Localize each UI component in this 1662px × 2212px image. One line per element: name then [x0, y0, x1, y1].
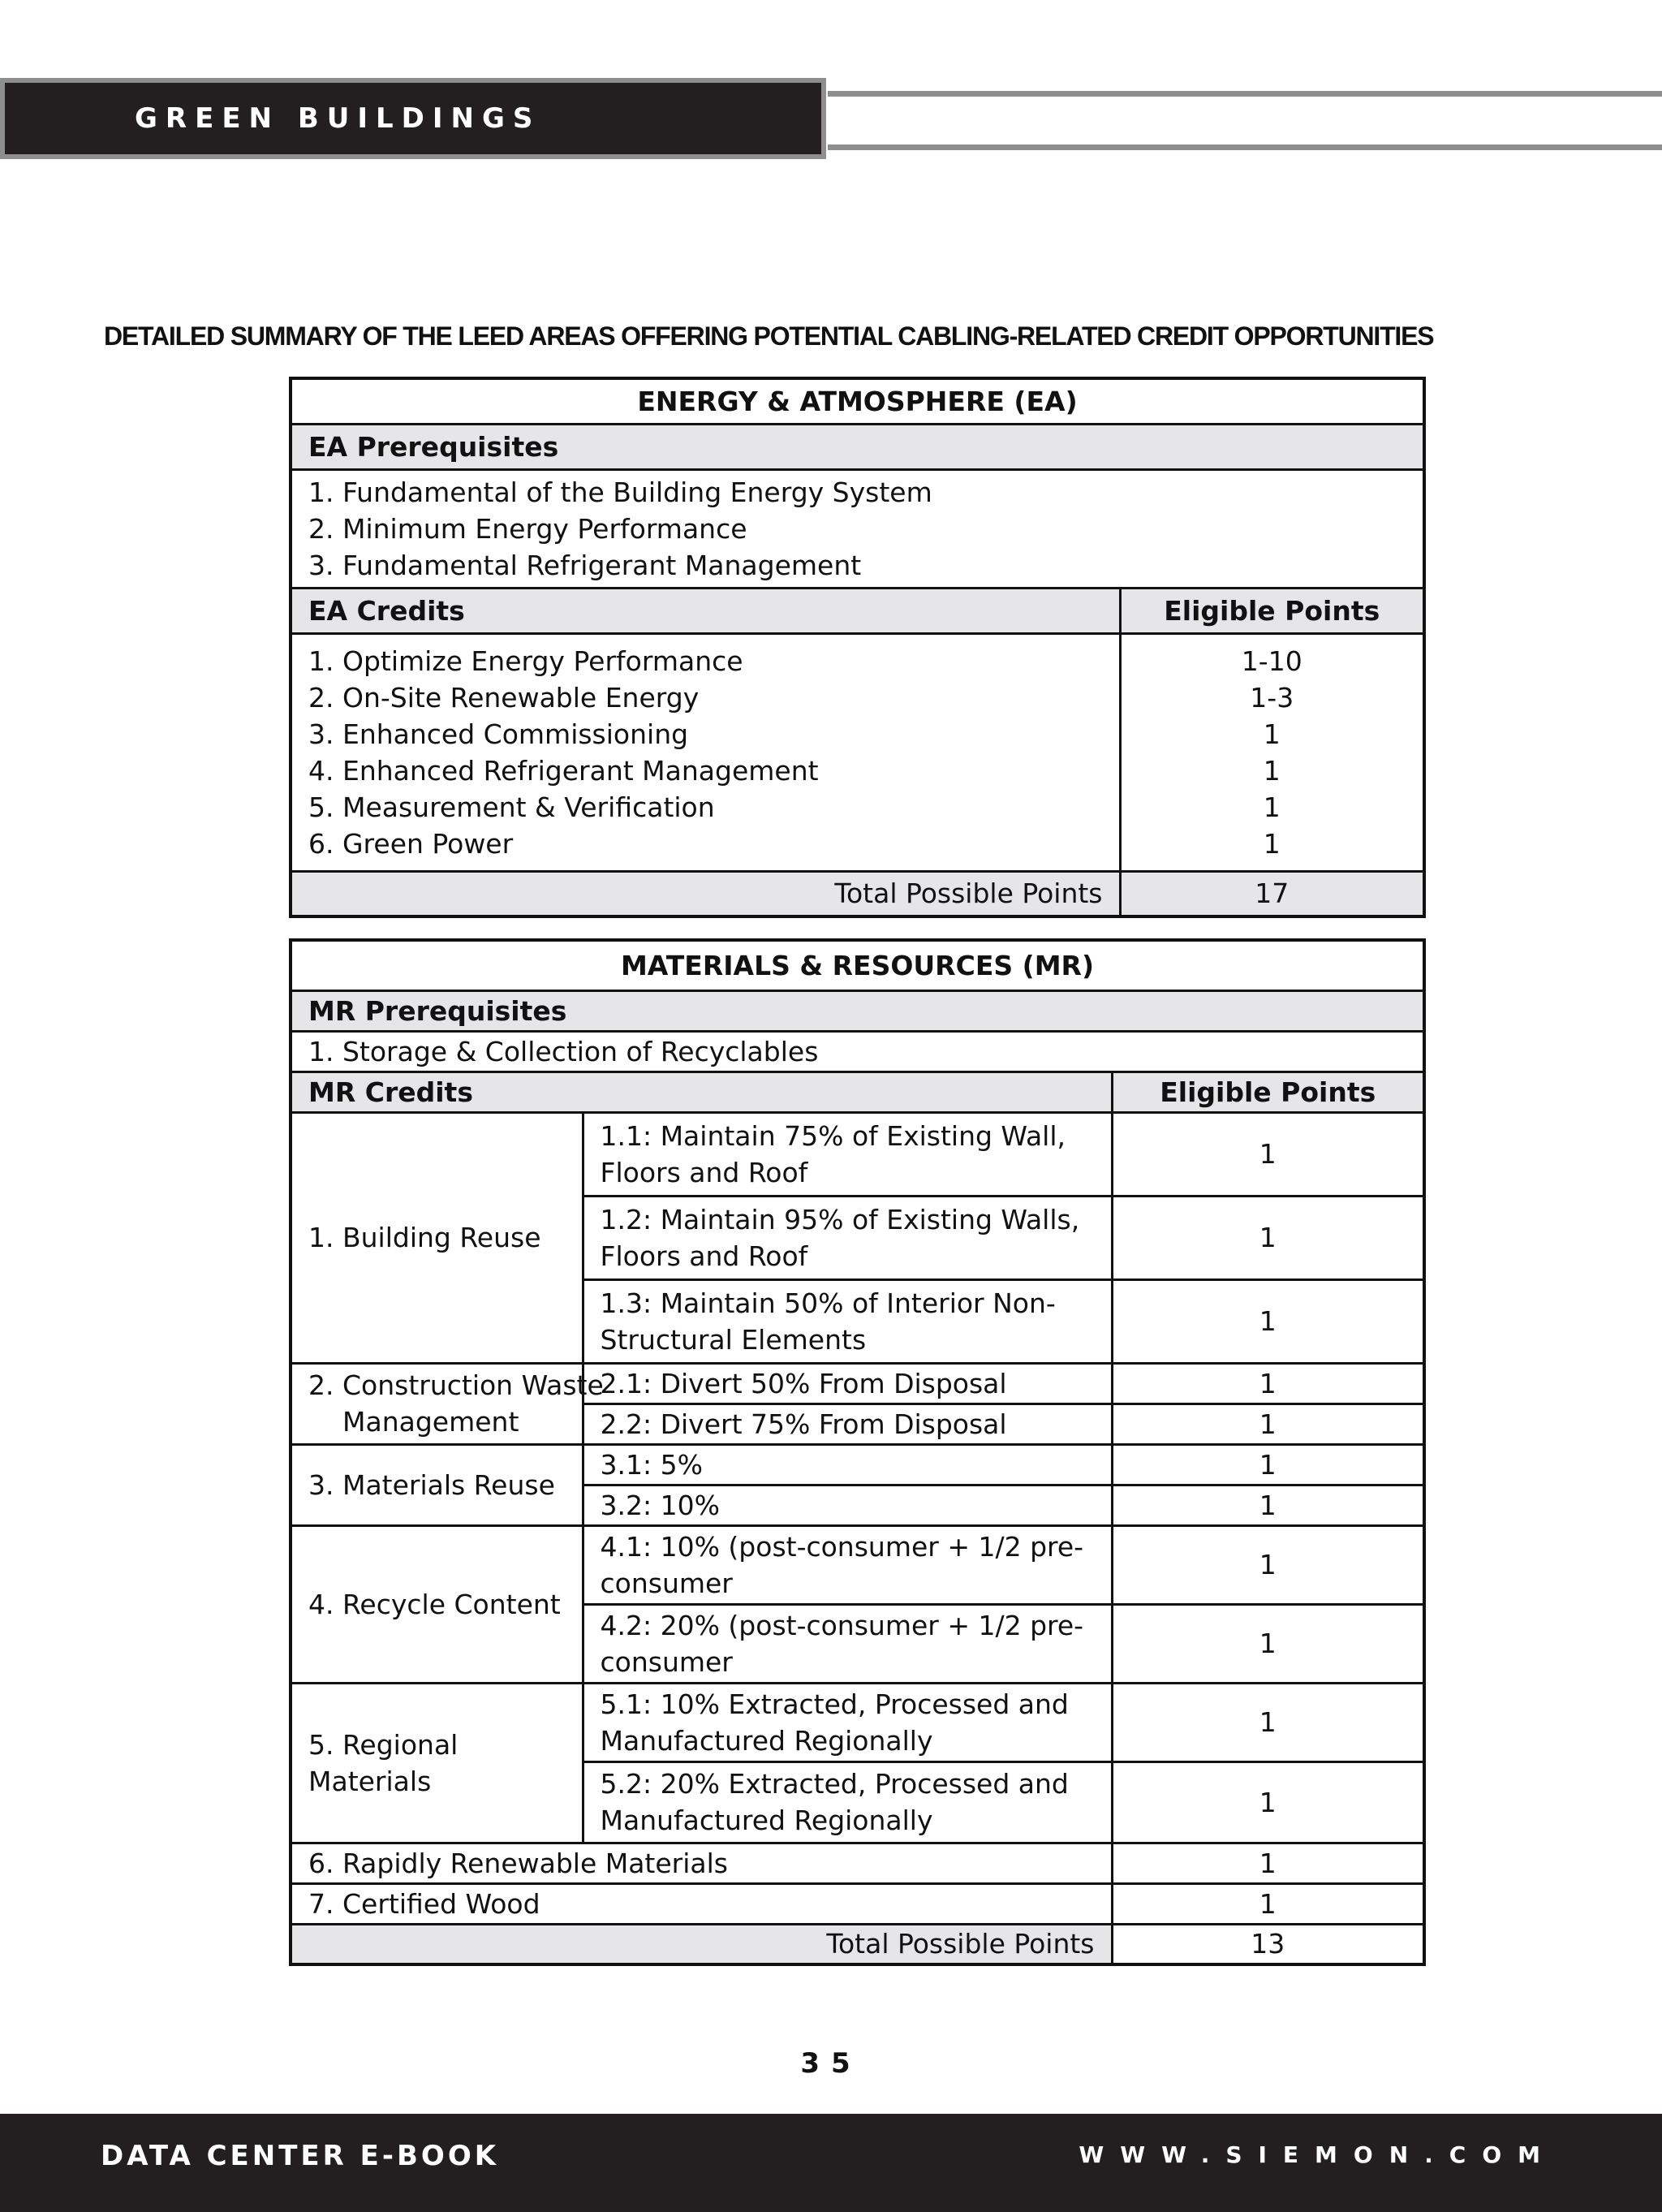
points-value: 1 [1263, 754, 1281, 787]
mr-table [289, 938, 1426, 1966]
points-value: 1 [1112, 1761, 1424, 1843]
mr-prereq-header-row [291, 990, 1424, 1031]
points-value: 1 [1112, 1112, 1424, 1196]
points-value: 1 [1112, 1883, 1424, 1924]
sub-credit: 3.2: 10% [583, 1485, 1112, 1525]
ea-prereq-header: EA Prerequisites [291, 424, 1424, 469]
mr-points-header: Eligible Points [1112, 1072, 1424, 1112]
table-row [291, 1363, 1424, 1404]
points-value: 1 [1112, 1404, 1424, 1444]
mr-prereq-row [291, 1031, 1424, 1072]
ea-title: ENERGY & ATMOSPHERE (EA) [291, 378, 1424, 424]
sub-credit: 1.3: Maintain 50% of Interior Non-Structural Elements [583, 1279, 1112, 1363]
sub-credit: 4.2: 20% (post-consumer + 1/2 pre-consumer [583, 1604, 1112, 1683]
ea-total-value: 17 [1120, 871, 1424, 916]
ea-prereq-list [291, 469, 1424, 588]
footer-website: WWW.SIEMON.COM [1079, 2141, 1557, 2168]
footer-title: DATA CENTER E-BOOK [101, 2140, 500, 2172]
sub-credit: 1.2: Maintain 95% of Existing Walls, Floors and Roof [583, 1196, 1112, 1279]
ea-credits-list [291, 633, 1120, 871]
page-number: 35 [800, 2047, 862, 2080]
points-value: 1 [1112, 1525, 1424, 1604]
credit-label-line: Management [342, 1406, 519, 1438]
header-rule-bottom [828, 144, 1662, 150]
credit-regional-materials: 5. Regional Materials [291, 1683, 583, 1843]
section-title: GREEN BUILDINGS [135, 102, 541, 135]
ea-credits-header-row [291, 588, 1424, 633]
table-row [291, 1683, 1424, 1761]
credit-rapidly-renewable: 6. Rapidly Renewable Materials [291, 1843, 1112, 1883]
list-item: 2. Minimum Energy Performance [308, 512, 747, 545]
mr-credits-header-row [291, 1072, 1424, 1112]
ea-credits-header: EA Credits [291, 588, 1120, 633]
list-item: 1. Fundamental of the Building Energy System [308, 476, 932, 508]
points-value: 1 [1112, 1843, 1424, 1883]
points-value: 1 [1112, 1444, 1424, 1485]
header-rule-top [828, 91, 1662, 97]
ea-points-list [1120, 633, 1424, 871]
credit-building-reuse: 1. Building Reuse [291, 1112, 583, 1363]
table-row [291, 1112, 1424, 1196]
sub-credit: 1.1: Maintain 75% of Existing Wall, Floors and Roof [583, 1112, 1112, 1196]
sub-credit: 3.1: 5% [583, 1444, 1112, 1485]
ea-prereq-header-row [291, 424, 1424, 469]
points-value: 1 [1112, 1363, 1424, 1404]
sub-credit: 4.1: 10% (post-consumer + 1/2 pre-consumer [583, 1525, 1112, 1604]
points-value: 1 [1112, 1604, 1424, 1683]
mr-total-value: 13 [1112, 1924, 1424, 1964]
mr-prereq-header: MR Prerequisites [291, 990, 1424, 1031]
list-item: 4. Enhanced Refrigerant Management [308, 754, 819, 787]
list-item: 1. Optimize Energy Performance [308, 645, 743, 677]
points-value: 1-3 [1250, 681, 1294, 714]
ea-credits-row [291, 633, 1424, 871]
ea-total-label: Total Possible Points [291, 871, 1120, 916]
points-value: 1 [1263, 718, 1281, 750]
table-row [291, 1525, 1424, 1604]
ea-table [289, 377, 1426, 918]
mr-prereq-item: 1. Storage & Collection of Recyclables [291, 1031, 1424, 1072]
header-banner [0, 78, 826, 159]
ea-points-header: Eligible Points [1120, 588, 1424, 633]
table-row [291, 1843, 1424, 1883]
points-value: 1 [1112, 1683, 1424, 1761]
list-item: 5. Measurement & Verification [308, 791, 715, 823]
ea-total-row [291, 871, 1424, 916]
ea-title-row [291, 378, 1424, 424]
list-item: 3. Fundamental Refrigerant Management [308, 549, 862, 581]
mr-total-row [291, 1924, 1424, 1964]
ea-prereq-row [291, 469, 1424, 588]
points-value: 1 [1112, 1196, 1424, 1279]
footer-bar [0, 2114, 1662, 2212]
header-banner-inner [5, 83, 821, 154]
table-row [291, 1883, 1424, 1924]
list-item: 6. Green Power [308, 827, 514, 860]
credit-recycle-content: 4. Recycle Content [291, 1525, 583, 1683]
sub-credit: 2.2: Divert 75% From Disposal [583, 1404, 1112, 1444]
table-row [291, 1444, 1424, 1485]
points-value: 1 [1263, 827, 1281, 860]
mr-credits-header: MR Credits [291, 1072, 1112, 1112]
points-value: 1 [1112, 1485, 1424, 1525]
sub-credit: 5.2: 20% Extracted, Processed and Manufactured Regionally [583, 1761, 1112, 1843]
mr-title: MATERIALS & RESOURCES (MR) [291, 940, 1424, 990]
list-item: 3. Enhanced Commissioning [308, 718, 689, 750]
page-heading: DETAILED SUMMARY OF THE LEED AREAS OFFERING POTENTIAL CABLING-RELATED CREDIT OPPORTUNITIES [104, 321, 1434, 351]
mr-total-label: Total Possible Points [291, 1924, 1112, 1964]
credit-construction-waste [291, 1363, 604, 1444]
mr-title-row [291, 940, 1424, 990]
credit-materials-reuse: 3. Materials Reuse [291, 1444, 583, 1525]
credit-label-line: 2. Construction Waste [308, 1369, 604, 1401]
list-item: 2. On-Site Renewable Energy [308, 681, 700, 714]
points-value: 1 [1263, 791, 1281, 823]
sub-credit: 5.1: 10% Extracted, Processed and Manufactured Regionally [583, 1683, 1112, 1761]
points-value: 1 [1112, 1279, 1424, 1363]
credit-certified-wood: 7. Certified Wood [291, 1883, 1112, 1924]
points-value: 1-10 [1241, 645, 1302, 677]
sub-credit: 2.1: Divert 50% From Disposal [583, 1363, 1112, 1404]
